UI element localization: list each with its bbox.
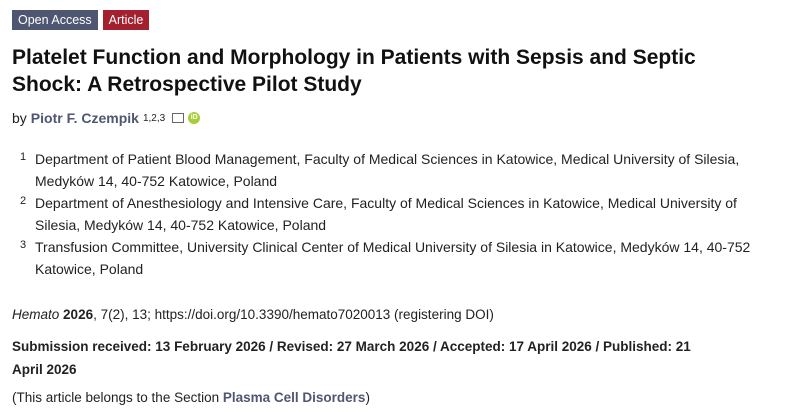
citation-year: 2026 xyxy=(63,307,94,322)
author-line xyxy=(12,110,200,126)
email-icon[interactable] xyxy=(172,113,184,123)
section-note xyxy=(12,390,370,405)
journal-name: Hemato xyxy=(12,307,60,322)
affiliation-item xyxy=(12,236,782,280)
author-link[interactable]: Piotr F. Czempik xyxy=(30,110,139,126)
affiliation-refs: 1,2,3 xyxy=(142,112,166,124)
section-suffix: ) xyxy=(365,390,370,405)
affiliations-list xyxy=(12,148,782,280)
orcid-icon[interactable]: iD xyxy=(188,112,200,124)
article-type-badge: Article xyxy=(103,10,150,30)
citation xyxy=(12,307,494,322)
article-title: Platelet Function and Morphology in Patients with Sepsis and Septic Shock: A Retrospective Pilot Study xyxy=(12,46,696,96)
by-label: by xyxy=(12,110,27,126)
affiliation-text: Department of Patient Blood Management, Faculty of Medical Sciences in Katowice, Medical University of Silesia, Medyków 14, 40-752 Katowice, Poland xyxy=(35,151,740,189)
affiliation-item xyxy=(12,148,782,192)
badges xyxy=(12,10,149,30)
affiliation-number: 2 xyxy=(20,195,27,207)
affiliation-text: Department of Anesthesiology and Intensive Care, Faculty of Medical Sciences in Katowice, Medical University of Silesia, Medyków 14, 40-752 Katowice, Poland xyxy=(35,195,737,233)
section-prefix: (This article belongs to the Section xyxy=(12,390,223,405)
affiliation-text: Transfusion Committee, University Clinical Center of Medical University of Silesia in Katowice, Medyków 14, 40-752 Katowice, Poland xyxy=(35,239,751,277)
publication-dates: Submission received: 13 February 2026 / Revised: 27 March 2026 / Accepted: 17 April 2026 / Published: 21 April 2026 xyxy=(12,339,691,377)
section-link[interactable]: Plasma Cell Disorders xyxy=(222,390,366,405)
open-access-badge[interactable]: Open Access xyxy=(12,10,98,30)
affiliation-number: 1 xyxy=(20,151,27,163)
citation-details[interactable]: , 7(2), 13; https://doi.org/10.3390/hemato7020013 (registering DOI) xyxy=(93,307,494,322)
affiliation-item xyxy=(12,192,782,236)
affiliation-number: 3 xyxy=(20,239,27,251)
